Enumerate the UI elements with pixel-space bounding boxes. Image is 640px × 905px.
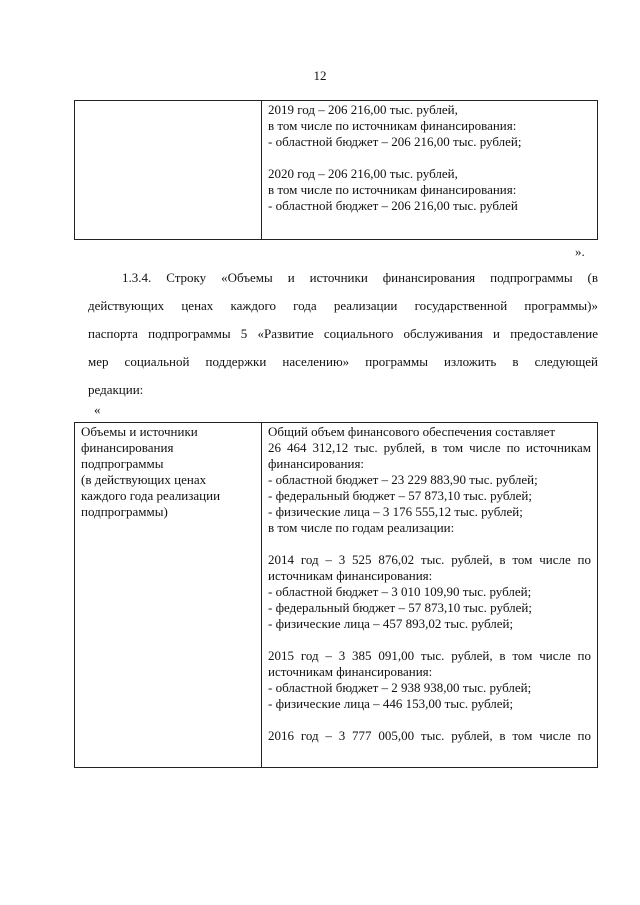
label-line: Объемы и источники (81, 424, 198, 439)
label-line: финансирования (81, 440, 174, 455)
text-line: 2014 год – 3 525 876,02 тыс. рублей, в том числе по (268, 552, 591, 567)
text-line: - областной бюджет – 2 938 938,00 тыс. рублей; (268, 680, 532, 695)
paragraph-line: действующих ценах каждого года реализации государственной программы)» (88, 298, 598, 313)
page-number: 12 (313, 68, 327, 83)
text-line: - федеральный бюджет – 57 873,10 тыс. рублей; (268, 488, 532, 503)
paragraph-line: редакции: (88, 382, 144, 397)
text-line: в том числе по источникам финансирования: (268, 118, 517, 133)
label-line: подпрограммы) (81, 504, 168, 519)
funding-table-continued (74, 100, 598, 240)
text-line: Общий объем финансового обеспечения составляет (268, 424, 556, 439)
text-line: источникам финансирования: (268, 664, 433, 679)
funding-years-cell (262, 101, 598, 240)
text-line: в том числе по годам реализации: (268, 520, 455, 535)
funding-table (74, 422, 598, 768)
open-quote: « (94, 402, 101, 417)
text-line: - физические лица – 457 893,02 тыс. рублей; (268, 616, 514, 631)
text-line: источникам финансирования: (268, 568, 433, 583)
empty-label-cell (75, 101, 262, 240)
text-line: 26 464 312,12 тыс. рублей, в том числе по источникам (268, 440, 591, 455)
row-label-cell (75, 423, 262, 768)
paragraph-line: 1.3.4. Строку «Объемы и источники финансирования подпрограммы (в (122, 270, 598, 285)
text-line: 2016 год – 3 777 005,00 тыс. рублей, в том числе по (268, 728, 591, 743)
label-line: подпрограммы (81, 456, 164, 471)
text-line: 2019 год – 206 216,00 тыс. рублей, (268, 102, 458, 117)
text-line: финансирования: (268, 456, 365, 471)
text-line: - областной бюджет – 23 229 883,90 тыс. рублей; (268, 472, 538, 487)
paragraph-line: мер социальной поддержки населению» программы изложить в следующей (88, 354, 598, 369)
closing-quote: ». (575, 244, 585, 259)
text-line: в том числе по источникам финансирования: (268, 182, 517, 197)
label-line: каждого года реализации (81, 488, 221, 503)
text-line: 2020 год – 206 216,00 тыс. рублей, (268, 166, 458, 181)
funding-details-cell (262, 423, 598, 768)
text-line: - областной бюджет – 206 216,00 тыс. рублей (268, 198, 518, 213)
paragraph-line: паспорта подпрограммы 5 «Развитие социального обслуживания и предоставление (88, 326, 598, 341)
label-line: (в действующих ценах (81, 472, 207, 487)
text-line: - физические лица – 446 153,00 тыс. рублей; (268, 696, 514, 711)
text-line: - физические лица – 3 176 555,12 тыс. рублей; (268, 504, 523, 519)
text-line: - областной бюджет – 3 010 109,90 тыс. рублей; (268, 584, 532, 599)
text-line: - областной бюджет – 206 216,00 тыс. рублей; (268, 134, 522, 149)
text-line: - федеральный бюджет – 57 873,10 тыс. рублей; (268, 600, 532, 615)
text-line: 2015 год – 3 385 091,00 тыс. рублей, в том числе по (268, 648, 591, 663)
